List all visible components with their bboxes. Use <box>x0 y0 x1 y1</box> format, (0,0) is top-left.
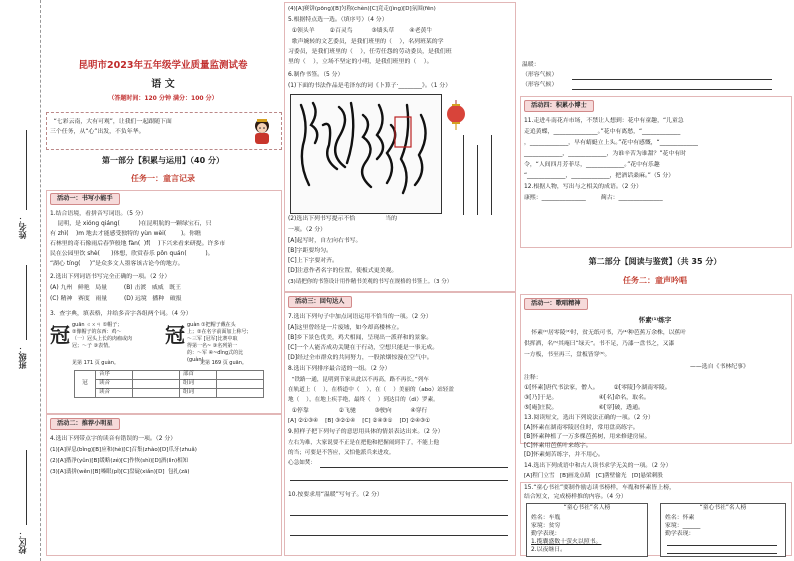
q1-line: 民在公园里饮 shè( )体想，欣赏春乐 pǒn quán( )。 <box>50 251 214 257</box>
q2-stem: 2.选出下列词语书写完全正确的一项。（2 分） <box>50 274 171 280</box>
column-2 <box>284 0 516 561</box>
answer-line[interactable] <box>290 480 508 481</box>
subject: 语 文 <box>151 79 175 90</box>
answer-line[interactable] <box>667 553 777 554</box>
q1-line: “湖心 tíng( )”是众多文人墨客该古论今的地方。 <box>50 261 184 267</box>
q13-option: [A]怀素在湖南零陵居住时，常用盘高练字。 <box>524 425 639 431</box>
q3-stem: 3. 查字典，填表格，并给多音字各组两个词。（4 分） <box>50 311 192 317</box>
q13-option: [D]怀素刻苦练字，并不用心。 <box>524 452 604 458</box>
activity4-tag: 活动四：积累小博士 <box>524 100 594 112</box>
q14-stem: 14.选出下列成语中和古人读书求学无关的一项。（2 分） <box>524 463 672 469</box>
q6-option: [A]起写时，自左向右书写。 <box>288 238 362 244</box>
school-label: 校区： <box>18 530 27 554</box>
card-title: “童心书社”名人榜 <box>563 505 611 511</box>
q6-option: [D]注意作者名字的位置，使板式更美观。 <box>288 268 398 274</box>
q7-option: [C]一个人能否成功关键在于行动，空想只能是一事无成。 <box>288 345 439 351</box>
dict-entry-2: guàn ①把帽子戴在头 上；②在名字前面加上称号； ～三军 [冠军]比赛中取 得第一名~ ③名列第一 的：～军 ④~dǐng式的比 (guàn)。 <box>187 322 252 363</box>
q4-option: (1)[A]屏息(bǐng)[B]应和(hè)[C]召集(zhào)[D]爪牙(zhuǎ) <box>50 447 197 453</box>
q11-line: 令，“人间四月芳菲尽，_____________。”花中有乐趣 <box>524 162 660 168</box>
table-cell: 读音 <box>96 389 133 398</box>
q5-options: ①领头羊 ②百灵鸟 ③墙头草 ④老黄牛 <box>288 28 433 34</box>
q5-text: 歌声婉转的文艺委员，是我们班里的（ ），名列班某的学 习委员，是我们班里的（ ），任劳任怨的劳动委员，是我们班 里的（ ），立场不坚定的小明，是我们班里的（ ）。 <box>288 39 452 65</box>
q1-line: 石林里的奇石像雨后春笋般地 fàn( )f( )下兴来看来研提。许多市 <box>50 241 226 247</box>
q11-line: “_____________，_____________，把酒话桑麻。”（5 分） <box>524 173 675 179</box>
name-label: 姓名： <box>18 215 27 239</box>
dict-char: 冠 <box>50 323 70 347</box>
card-home: 家境：贫穷 <box>531 523 561 529</box>
card-item: 2.以夜继日。 <box>531 547 567 553</box>
calligraphy-image <box>290 94 442 214</box>
card-huaisu <box>660 503 786 557</box>
card-study: 勤学表现： <box>665 531 695 537</box>
q14-options: [A]程门立雪 [B]画龙点睛 [C]凿壁偷光 [D]悬梁刺股 <box>524 473 663 479</box>
q8-answers: [A] ②①③④ [B] ③②①④ [C] ②④③① [D] ②④③① <box>288 418 431 424</box>
q11-block <box>524 116 788 204</box>
answer-line[interactable] <box>290 515 508 516</box>
card-name: 姓名：车胤 <box>531 515 561 521</box>
name-line <box>26 130 27 210</box>
q6-1: (1)下面的书法作品是毛泽东的词《卜算子·________》。（1 分） <box>288 83 452 89</box>
q8-options: ①停靠 ②飞驰 ③驶向 ④穿行 <box>288 408 428 414</box>
answer-line[interactable] <box>667 545 777 546</box>
card-title: “童心书社”名人榜 <box>699 505 747 511</box>
q6-2b: 一项。（2 分） <box>288 227 327 233</box>
q11-line: 走追黄蝶，_______________。”花中有离愁，“_____________ <box>524 129 681 135</box>
dictionary-entry <box>50 322 278 368</box>
table-cell: 组词 <box>180 380 217 389</box>
answer-line[interactable] <box>572 89 772 90</box>
answer-line[interactable] <box>320 467 508 468</box>
q11-line: ，_____________，早有蜻蜓立上头。”花中有感慨，“_____________ <box>524 140 698 146</box>
column-1 <box>44 0 282 561</box>
q6-option: [B]字距要均匀。 <box>288 248 332 254</box>
girl-mascot-icon <box>250 117 274 145</box>
q11-line: _____________，_____________，为谁辛苦为谁甜？”花中有时 <box>524 151 687 157</box>
table-cell: 读音 <box>96 380 133 389</box>
notes-label: 注释： <box>524 375 542 381</box>
table-input[interactable] <box>217 371 264 380</box>
q2-option: (C) 精神 赛度 雨量 (D) 远境 播种 破报 <box>50 296 182 302</box>
dict-entry-1: guān ㄍㄨㄢ ①帽子； ②像帽子的东西：鸡～ （一）冠头上长的肉瘤或肉 冠；～子 ③表情。 <box>72 322 133 349</box>
intro-text: “七彩云南，大有可观”，让我们一起跟随下面 三个任务，从“心”出发，不负年华。 <box>50 119 172 135</box>
q4-option: (2)[A]揩净(yǔn)[B]缓略(zé)[C]作恢(shì)[D]酒(lìn)相知 <box>50 458 189 464</box>
table-input[interactable] <box>133 389 180 398</box>
note-line: ①[怀素]唐代书法家，僧人。 ②[零陵]今湖南零陵。 <box>524 385 671 391</box>
dict-char-2: 冠 <box>165 323 185 347</box>
q4-option-4: (4)[A]赛饼(pōng)[B]匀称(chèn)[C]竞走(jìng)[D]氛围(fēn) <box>288 6 436 12</box>
q13-option: [C]怀素用芭蕉叶来练字。 <box>524 443 592 449</box>
table-input[interactable] <box>133 371 180 380</box>
table-cell: 组词 <box>180 389 217 398</box>
bookmark-line <box>463 135 464 215</box>
q1-block <box>50 209 280 269</box>
exam-meta: （答题时间：120 分钟 满分：100 分） <box>108 95 218 102</box>
bookmark-line <box>477 145 478 215</box>
poem-source: ——选自《书林纪事》 <box>690 364 749 370</box>
answer-line[interactable] <box>290 535 508 536</box>
card-study: 勤学表现： <box>531 531 561 537</box>
card-name: 姓名：怀素 <box>665 515 695 521</box>
warm-prompt: 温暖： （形容气候） （形容气候） <box>522 62 558 88</box>
activity3-tag: 活动三：回句达人 <box>288 296 352 308</box>
answer-line[interactable] <box>572 79 772 80</box>
q11-line: 11.走进斗南花卉市场，不禁让人想到：花中有童趣，“儿童急 <box>524 118 684 124</box>
dict-foot-2: 见第 169 页 guān。 <box>200 360 247 366</box>
class-label: 班级： <box>18 345 27 369</box>
table-input[interactable] <box>217 389 264 398</box>
card-item: 1.揽囊盛数十萤火以照书。 <box>531 539 602 545</box>
note-line: ⑤[庵]庄院。 ⑥[穿]破，透通。 <box>524 405 644 411</box>
q12-stem: 12.根据人物，写出与之相关的成语。（2 分） <box>524 184 643 190</box>
note-line: ③[乃]于是。 ④[名]命名，取名。 <box>524 395 650 401</box>
activity5-tag: 活动一：歌唱精神 <box>524 298 588 310</box>
exam-title: 昆明市2023年五年级学业质量监测试卷 <box>78 60 248 71</box>
card-chexun <box>526 503 648 557</box>
q12-answer: 康熙：_______________ 蔺古：_______________ <box>524 195 663 201</box>
q8-text: “铁路一通，昆明到节家从此以不再高，路不再长。”列车 在轨道上（ ），在桥道中（ ），在（ ）美丽的（abo）站轻盈 地（ ），在地上疾手绝，最终（ ）到达目的（dì）罗素。 <box>288 377 454 403</box>
card-home[interactable]: 家境：______ <box>665 523 701 529</box>
poem-text: 怀素⁽²⁾居零陵⁽³⁾时，贫无纸可书，乃⁽⁴⁾种芭蕉万余株，以蕉叶 供挥洒，名⁽⁵⁾其庵曰“绿天”。书不足，乃漆一盘书之，又漆 一方板，书至再三，盘板皆穿⁽⁶⁾。 <box>524 330 687 358</box>
q4-option: (3)[A]翡拼(wěn)[B]嗓眼(pǐ)[C]盘碇(xiǎn)[D] 包扎(zā) <box>50 469 190 475</box>
task2-heading: 任务二：童声吟唱 <box>623 276 687 285</box>
q7-option: [A]这里曾经是一片废墟，如今却高楼林立。 <box>288 325 403 331</box>
school-line <box>26 450 27 525</box>
dictionary-table <box>74 370 264 398</box>
q1-line: 有 zhì( )m 地去才能感受独特的 yùn wèi( )。你瞧 <box>50 231 201 237</box>
q8-stem: 8.选出下列排序最合适的一组。（2 分） <box>288 366 391 372</box>
table-cell: 部首 <box>180 371 217 380</box>
column-3 <box>520 0 792 561</box>
table-char: 冠 <box>75 371 96 398</box>
q7-option: [B]乡下景色优美，鸡犬相闻，呈现出一派祥和的景象。 <box>288 335 433 341</box>
poem-title: 怀素⁽¹⁾练字 <box>638 316 672 324</box>
q1-line: 1.结合语境，看拼音写词语。（5 分） <box>50 211 147 217</box>
q9-text: 左右为难，大家说要不正是在把他和把握闹到手了，不能上他 的当；可要是不答应，又怕他派兵来进攻。 心急如焚： <box>288 440 440 466</box>
activity2-tag: 活动二：推荐小明星 <box>50 418 120 430</box>
bookmark-template[interactable] <box>459 135 499 220</box>
table-cell: 音序 <box>96 371 133 380</box>
q6-3: (3)请把你的书签设计用作精书美观的书写在规格的书签上。（3 分） <box>288 279 453 285</box>
binding-line <box>40 0 41 561</box>
activity1-tag: 活动一：书写小能手 <box>50 193 120 205</box>
q6-2: (2)选出下列书写提示不恰 当的 <box>288 216 397 222</box>
q1-line: 昆明，是 xióng qiáng( )在昆明肮的一颗绿宝石，只 <box>50 221 212 227</box>
q15-stem: 15.“童心书社”要制作励志读书榜样，车胤和怀素皆上榜， 结合短文，完成榜样推的内容。（4 分） <box>524 485 675 500</box>
class-line <box>26 265 27 340</box>
q6-stem: 6.制作书签。（5 分） <box>288 72 344 78</box>
q10-stem: 10.按要求用“温暖”写句子。（2 分） <box>288 492 383 498</box>
q5-stem: 5.根据特点选一选。（填序号）（4 分） <box>288 17 388 23</box>
q7-stem: 7.选出下列句子中加点词语运用不恰当的一项。（2 分） <box>288 314 432 320</box>
q13-stem: 13.阅读短文，选出下列说法正确的一项。（2 分） <box>524 415 654 421</box>
q2-option: (A) 九州 鲜艳 局量 (B) 击渡 威威 既王 <box>50 285 182 291</box>
q4-stem: 4.选出下列带点字的读音有错误的一项。（2 分） <box>50 436 177 442</box>
part1-heading: 第一部分【积累与运用】（40 分） <box>102 156 224 165</box>
part2-heading: 第二部分【阅读与鉴赏】（共 35 分） <box>588 257 722 266</box>
bookmark-line <box>491 135 492 215</box>
q6-option: [C]上下字要对齐。 <box>288 258 338 264</box>
q13-option: [B]怀素种植了一万多棵芭蕉树，用来修建房屋。 <box>524 434 651 440</box>
intro-box <box>46 112 282 150</box>
lantern-icon <box>444 100 468 130</box>
q7-option: [D]经过全市群众的共同努力，一股浓烟惊漫在空气中。 <box>288 355 433 361</box>
dict-foot-1: 见第 171 页 guàn。 <box>72 360 119 366</box>
table-input[interactable] <box>217 380 264 389</box>
task1-heading: 任务一：童言记录 <box>131 174 195 183</box>
table-input[interactable] <box>133 380 180 389</box>
q9-stem: 9.照样子把下列句子的意思用具体的情景表达出来。（2 分） <box>288 429 444 435</box>
